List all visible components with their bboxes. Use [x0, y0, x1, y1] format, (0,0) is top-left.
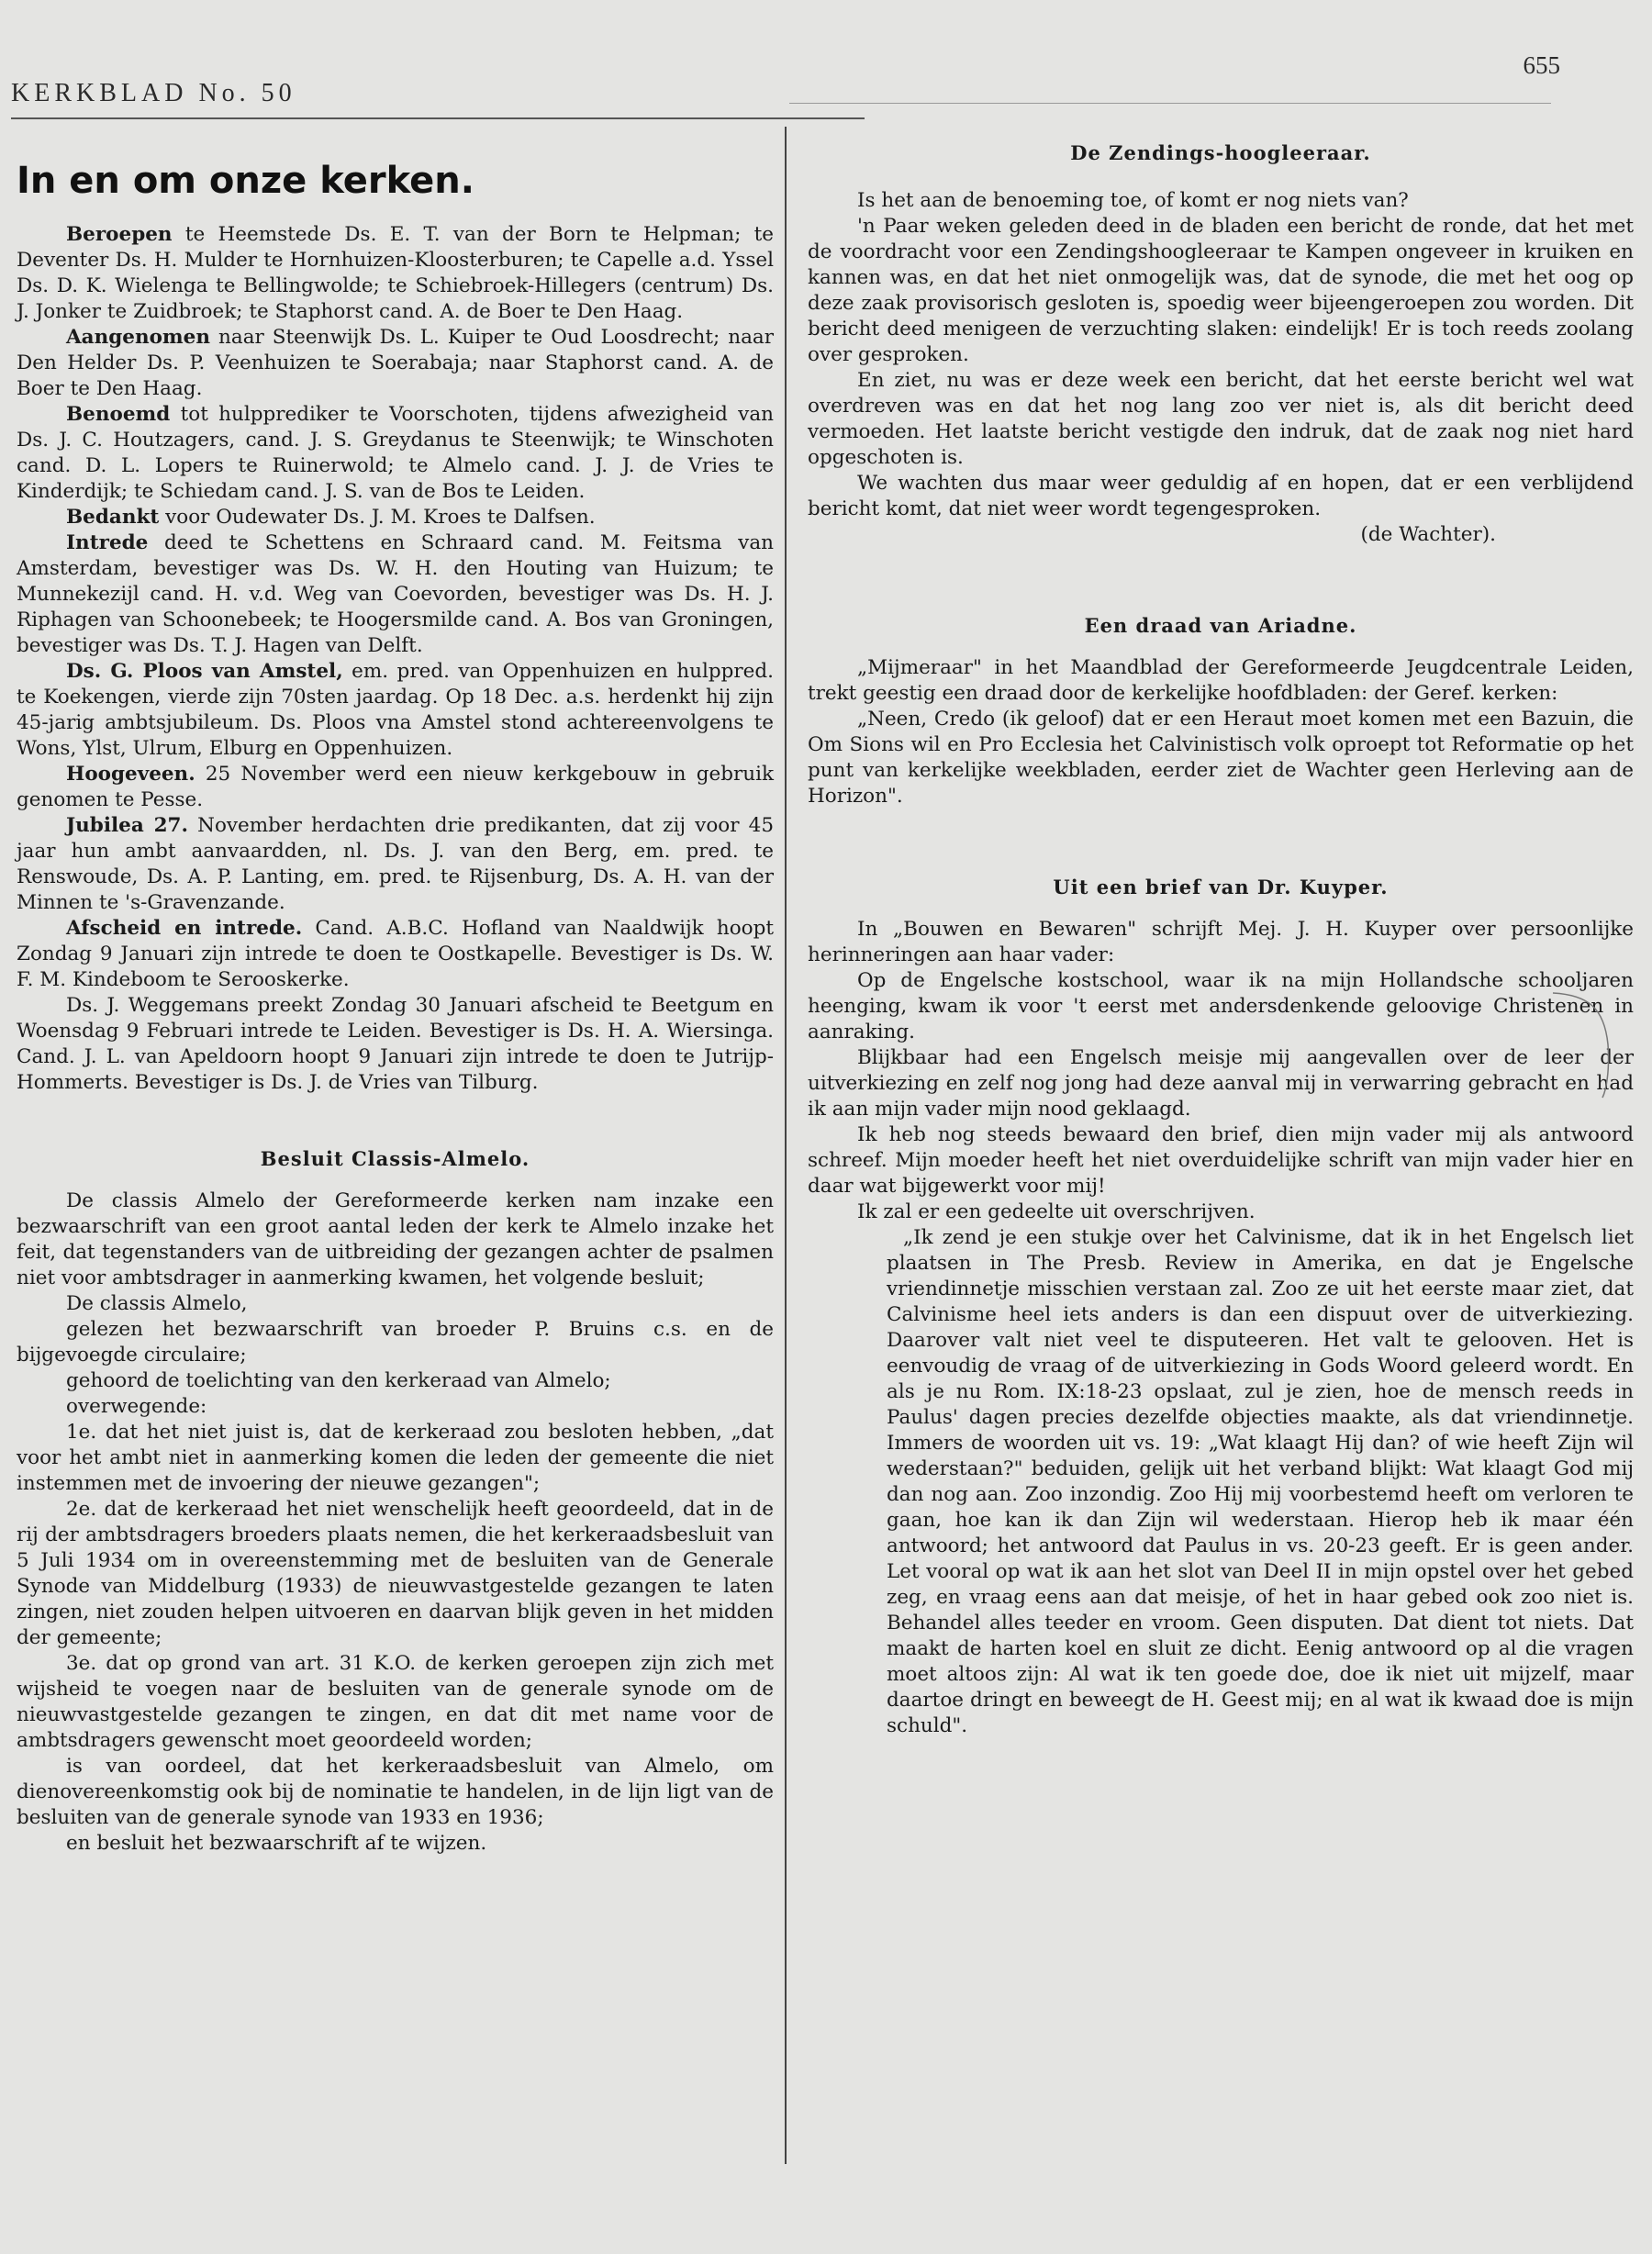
news-lead: Beroepen — [66, 223, 173, 246]
kuyper-para: Blijkbaar had een Engelsch meisje mij aangevallen over de leer der uitverkiezing en zelf nog jong had deze aanval mij in verwarring gebracht en had ik aan mijn vader mijn nood geklaagd. — [808, 1046, 1634, 1121]
news-text: te Heemstede Ds. E. T. van der Born te Helpman; te Deventer Ds. H. Mulder te Hornhuizen-Kloosterburen; te Capelle a.d. Yssel Ds. D. K. Wielenga te Bellingwolde; te Schiebroek-Hillegers (centrum) Ds. J. Jonker te Zuidbroek; te Staphorst cand. A. de Boer te Den Haag. — [17, 223, 774, 323]
kuyper-para: Ik heb nog steeds bewaard den brief, dien mijn vader mij als antwoord schreef. Mijn moeder heeft het niet overduidelijke schrift van mijn vader hier en daar wat bijgewerkt voor mij! — [808, 1123, 1634, 1198]
news-text: Cand. A.B.C. Hofland van Naaldwijk hoopt Zondag 9 Januari zijn intrede te doen te Oostkapelle. Bevestiger is Ds. W. F. M. Kindeboom te Serooskerke. — [17, 917, 774, 991]
news-text: deed te Schettens en Schraard cand. M. Feitsma van Amsterdam, bevestiger was Ds. W. H. den Houting van Huizum; te Munnekezijl cand. H. v.d. Weg van Coevorden, bevestiger was Ds. H. J. Riphagen van Schoonebeek; te Hoogersmilde cand. A. Bos van Groningen, bevestiger was Ds. T. J. Hagen van Delft. — [17, 531, 774, 657]
news-item — [17, 993, 774, 1096]
zendings-para: Is het aan de benoeming toe, of komt er nog niets van? — [857, 189, 1409, 212]
besluit-line: 3e. dat op grond van art. 31 K.O. de kerken geroepen zijn zich met wijsheid te voegen naar de besluiten van de generale synode om de nieuwvastgestelde gezangen te zingen, en dat dit met name voor de ambtsdragers gewenscht moet geoordeeld worden; — [17, 1652, 774, 1752]
news-lead: Aangenomen — [66, 326, 210, 349]
besluit-line: 1e. dat het niet juist is, dat de kerkeraad zou besloten hebben, „dat voor het ambt niet in aanmerking komen die leden der gemeente die niet instemmen met de invoering der nieuwe gezangen"; — [17, 1421, 774, 1495]
news-lead: Afscheid en intrede. — [66, 917, 303, 940]
section-title-ariadne: Een draad van Ariadne. — [1084, 614, 1357, 637]
kuyper-para: In „Bouwen en Bewaren" schrijft Mej. J. H. Kuyper over persoonlijke herinneringen aan haar vader: — [808, 918, 1634, 966]
section-title-kuyper: Uit een brief van Dr. Kuyper. — [1053, 876, 1389, 898]
running-head: KERKBLAD No. 50 — [11, 79, 296, 107]
news-item — [17, 530, 774, 659]
zendings-para: 'n Paar weken geleden deed in de bladen een bericht de ronde, dat het met de voordracht voor een Zendingshoogleeraar te Kampen ongeveer in kruiken en kannen was, en dat het niet onmogelijk was, dat de synode, die met het oog op deze zaak provisorisch gesloten is, spoedig weer bijeengeroepen zou worden. Dit bericht deed menigeen de verzuchting slaken: eindelijk! Er is toch reeds zoolang over gesproken. — [808, 215, 1634, 366]
news-item — [17, 916, 774, 993]
ariadne-para: „Mijmeraar" in het Maandblad der Gereformeerde Jeugdcentrale Leiden, trekt geestig een draad door de kerkelijke hoofdbladen: der Geref. kerken: — [808, 656, 1634, 705]
news-text: Ds. J. Weggemans preekt Zondag 30 Januari afscheid te Beetgum en Woensdag 9 Februari intrede te Leiden. Bevestiger is Ds. H. A. Wiersinga. Cand. J. L. van Apeldoorn hoopt 9 Januari zijn intrede te doen te Jutrijp-Hommerts. Bevestiger is Ds. J. de Vries van Tilburg. — [17, 994, 774, 1094]
besluit-line: gelezen het bezwaarschrift van broeder P. Bruins c.s. en de bijgevoegde circulaire; — [17, 1318, 774, 1367]
page-number: 655 — [1523, 51, 1560, 79]
news-text: em. pred. van Oppenhuizen en hulppred. te Koekengen, vierde zijn 70sten jaardag. Op 18 Dec. a.s. herdenkt hij zijn 45-jarig ambtsjubileum. Ds. Ploos vna Amstel stond achtereenvolgens te Wons, Ylst, Ulrum, Elburg en Oppenhuizen. — [17, 660, 774, 760]
news-text: 25 November werd een nieuw kerkgebouw in gebruik genomen te Pesse. — [17, 763, 774, 811]
kuyper-letter-quote: „Ik zend je een stukje over het Calvinisme, dat ik in het Engelsch liet plaatsen in The Presb. Review in Amerika, en dat je Engelsche vriendinnetje misschien verstaan zal. Zoo ze uit het eerste maar ziet, dat Calvinisme heel iets anders is dan een dispuut over de uitverkiezing. Daarover valt niet veel te disputeeren. Het valt te gelooven. Het is eenvoudig de vraag of de uitverkiezing in Gods Woord geleerd wordt. En als je nu Rom. IX:18-23 opslaat, zul je zien, hoe de mensch reeds in Paulus' dagen precies dezelfde objecties maakte, als dat vriendinnetje. Immers de woorden uit vs. 19: „Wat klaagt Hij dan? of wie heeft Zijn wil wederstaan?" beduiden, gelijk uit het verband blijkt: Wat klaagt God mij dan nog aan. Zoo inzondig. Zoo Hij mij voorbestemd heeft om verloren te gaan, hoe kan ik dan Zijn wil wederstaan. Hierop heb ik maar één antwoord; het antwoord dat Paulus in vs. 20-23 geeft. Er is geen ander. Let vooral op wat ik aan het slot van Deel II in mijn opstel over het gebed zeg, en vraag eens aan dat meisje, of het in haar gebed ook zoo niet is. Behandel alles teeder en vroom. Geen disputen. Dat dient tot niets. Dat maakt de harten koel en sluit ze dicht. Eenig antwoord op al die vragen moet altoos zijn: Al wat ik ten goede doe, doe ik niet uit mijzelf, maar daartoe dringt en beweegt de H. Geest mij; en al wat ik kwaad doe is mijn schuld". — [887, 1226, 1634, 1737]
header-rule — [11, 117, 865, 119]
news-item — [17, 762, 774, 813]
zendings-para: En ziet, nu was er deze week een bericht, dat het eerste bericht wel wat overdreven was en dat het nog lang zoo ver niet is, als dit bericht deed vermoeden. Het laatste bericht vestigde den indruk, dat de zaak nog niet hard opgeschoten is. — [808, 369, 1634, 469]
news-item — [17, 659, 774, 762]
section-title-kerken: In en om onze kerken. — [17, 160, 474, 202]
news-lead: Hoogeveen. — [66, 763, 195, 786]
besluit-line: 2e. dat de kerkeraad het niet wenschelijk heeft geoordeeld, dat in de rij der ambtsdragers broeders plaats nemen, die het kerkeraadsbesluit van 5 Juli 1934 om in overeenstemming met de besluiten van de Generale Synode van Middelburg (1933) de nieuwvastgestelde gezangen te laten zingen, niet zouden helpen uitvoeren en daarvan blijk geven in het midden der gemeente; — [17, 1498, 774, 1649]
news-item — [17, 325, 774, 402]
column-divider — [785, 127, 787, 2164]
section-title-zendings: De Zendings-hoogleeraar. — [1070, 141, 1371, 164]
news-item — [17, 402, 774, 505]
besluit-line: is van oordeel, dat het kerkeraadsbesluit van Almelo, om dienovereenkomstig ook bij de nominatie te handelen, in de lijn ligt van de besluiten van de generale synode van 1933 en 1936; — [17, 1755, 774, 1829]
news-lead: Bedankt — [66, 506, 160, 529]
besluit-line: en besluit het bezwaarschrift af te wijzen. — [66, 1832, 487, 1855]
news-lead: Intrede — [66, 531, 149, 554]
besluit-line: overwegende: — [66, 1395, 207, 1418]
zendings-source: (de Wachter). — [1360, 523, 1496, 546]
news-item — [17, 505, 774, 530]
news-text: naar Steenwijk Ds. L. Kuiper te Oud Loosdrecht; naar Den Helder Ds. P. Veenhuizen te Soerabaja; naar Staphorst cand. A. de Boer te Den Haag. — [17, 326, 774, 400]
kuyper-para: Ik zal er een gedeelte uit overschrijven. — [857, 1200, 1256, 1223]
news-item — [17, 813, 774, 916]
news-lead: Ds. G. Ploos van Amstel, — [66, 660, 343, 683]
news-item — [17, 222, 774, 325]
ariadne-para: „Neen, Credo (ik geloof) dat er een Heraut moet komen met een Bazuin, die Om Sions wil en Pro Ecclesia het Calvinistisch volk oproept tot Reformatie op het punt van kerkelijke weekbladen, eerder ziet de Wachter geen Herleving aan de Horizon". — [808, 708, 1634, 808]
news-text: November herdachten drie predikanten, dat zij voor 45 jaar hun ambt aanvaardden, nl. Ds. J. van den Berg, em. pred. te Renswoude, Ds. A. P. Lanting, em. pred. te Rijsenburg, Ds. A. H. van der Minnen te 's-Gravenzande. — [17, 814, 774, 914]
zendings-para: We wachten dus maar weer geduldig af en hopen, dat er een verblijdend bericht komt, dat niet weer wordt tegengesproken. — [808, 472, 1634, 520]
besluit-intro: De classis Almelo der Gereformeerde kerken nam inzake een bezwaarschrift van een groot aantal leden der kerk te Almelo inzake het feit, dat tegenstanders van de uitbreiding der gezangen achter de psalmen niet voor ambtsdrager in aanmerking kwamen, het volgende besluit; — [17, 1189, 774, 1289]
news-text: tot hulpprediker te Voorschoten, tijdens afwezigheid van Ds. J. C. Houtzagers, cand. J. S. Greydanus te Steenwijk; te Winschoten cand. D. L. Lopers te Ruinerwold; te Almelo cand. J. J. de Vries te Kinderdijk; te Schiedam cand. J. S. van de Bos te Leiden. — [17, 403, 774, 503]
right-column — [808, 128, 1634, 1739]
left-column — [17, 128, 774, 1857]
pencil-mark-icon — [1551, 989, 1615, 1099]
kuyper-para: Op de Engelsche kostschool, waar ik na mijn Hollandsche schooljaren heenging, kwam ik voor 't eerst met andersdenkende geloovige Christenen in aanraking. — [808, 969, 1634, 1043]
header-rule-right — [789, 103, 1551, 104]
news-text: voor Oudewater Ds. J. M. Kroes te Dalfsen. — [159, 506, 596, 529]
besluit-line: De classis Almelo, — [66, 1292, 248, 1315]
besluit-line: gehoord de toelichting van den kerkeraad van Almelo; — [66, 1369, 611, 1392]
news-lead: Benoemd — [66, 403, 171, 426]
section-title-besluit: Besluit Classis-Almelo. — [260, 1147, 530, 1170]
news-lead: Jubilea 27. — [66, 814, 188, 837]
